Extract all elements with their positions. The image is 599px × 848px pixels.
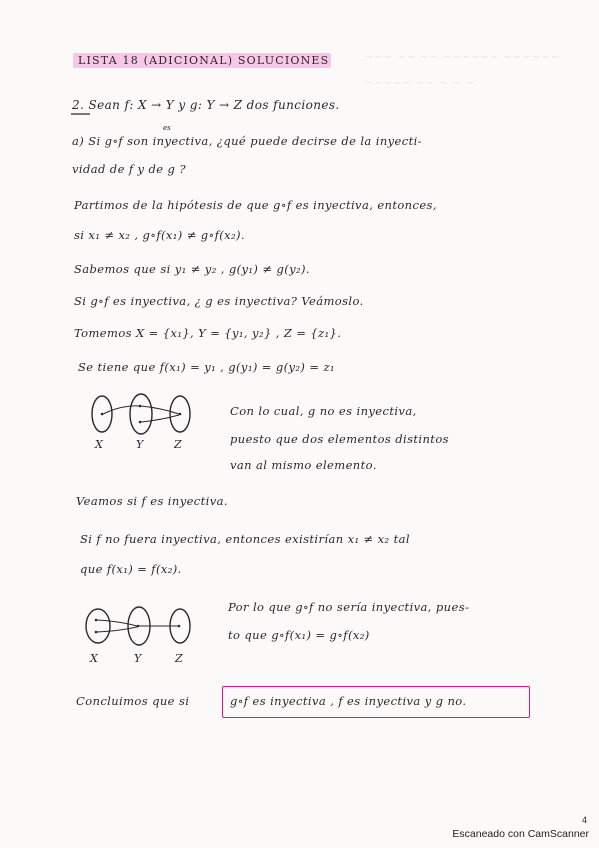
label-z: Z bbox=[175, 652, 183, 665]
mapping-diagram-1 bbox=[85, 388, 205, 458]
scanner-watermark: Escaneado con CamScanner bbox=[452, 828, 589, 840]
set-x-oval bbox=[86, 609, 110, 643]
solution-line: si x₁ ≠ x₂ , g∘f(x₁) ≠ g∘f(x₂). bbox=[74, 228, 245, 242]
solution-line: Partimos de la hipótesis de que g∘f es inyectiva, entonces, bbox=[74, 198, 437, 212]
label-y: Y bbox=[136, 438, 144, 451]
arrow-g bbox=[141, 415, 179, 422]
correction-superscript: es bbox=[163, 124, 171, 132]
arrow-f bbox=[97, 620, 137, 626]
page-number: 4 bbox=[581, 815, 587, 825]
set-y-oval bbox=[130, 394, 152, 434]
diagram1-note: van al mismo elemento. bbox=[230, 458, 377, 472]
label-y: Y bbox=[134, 652, 142, 665]
solution-line: Se tiene que f(x₁) = y₁ , g(y₁) = g(y₂) = z₁ bbox=[78, 360, 335, 374]
solution-line: que f(x₁) = f(x₂). bbox=[80, 562, 182, 576]
conclusion-boxed-text: g∘f es inyectiva , f es inyectiva y g no. bbox=[230, 694, 467, 708]
diagram2-note: Por lo que g∘f no sería inyectiva, pues- bbox=[228, 600, 470, 614]
bleed-through-text: ~~~~~ ~~ ~ ~ ~ bbox=[365, 78, 476, 89]
mapping-diagram-2 bbox=[80, 602, 204, 668]
diagram1-note: puesto que dos elementos distintos bbox=[230, 432, 449, 446]
question-a-line1: a) Si g∘f son inyectiva, ¿qué puede decirse de la inyecti- bbox=[72, 134, 422, 148]
arrow-f bbox=[97, 627, 137, 632]
solution-line: Tomemos X = {x₁}, Y = {y₁, y₂} , Z = {z₁}. bbox=[74, 326, 342, 340]
diagram1-note: Con lo cual, g no es inyectiva, bbox=[230, 404, 417, 418]
arrow-f bbox=[103, 406, 139, 414]
problem-number-underline bbox=[70, 112, 92, 116]
arrow-g bbox=[141, 406, 179, 414]
bleed-through-text: ~~~ ~~ ~~ ~~~~~~ ~~~~~~ bbox=[365, 52, 560, 63]
question-a-line2: vidad de f y de g ? bbox=[72, 162, 186, 176]
page-title: LISTA 18 (ADICIONAL) SOLUCIONES bbox=[78, 54, 330, 67]
solution-line: Si f no fuera inyectiva, entonces existirían x₁ ≠ x₂ tal bbox=[80, 532, 410, 546]
diagram2-note: to que g∘f(x₁) = g∘f(x₂) bbox=[228, 628, 370, 642]
conclusion-prefix: Concluimos que si bbox=[76, 694, 190, 708]
solution-line: Veamos si f es inyectiva. bbox=[76, 494, 228, 508]
label-z: Z bbox=[174, 438, 182, 451]
label-x: X bbox=[90, 652, 98, 665]
label-x: X bbox=[95, 438, 103, 451]
solution-line: Sabemos que si y₁ ≠ y₂ , g(y₁) ≠ g(y₂). bbox=[74, 262, 310, 276]
solution-line: Si g∘f es inyectiva, ¿ g es inyectiva? Veámoslo. bbox=[74, 294, 364, 308]
problem-statement: 2. Sean f: X → Y y g: Y → Z dos funciones. bbox=[72, 98, 340, 112]
